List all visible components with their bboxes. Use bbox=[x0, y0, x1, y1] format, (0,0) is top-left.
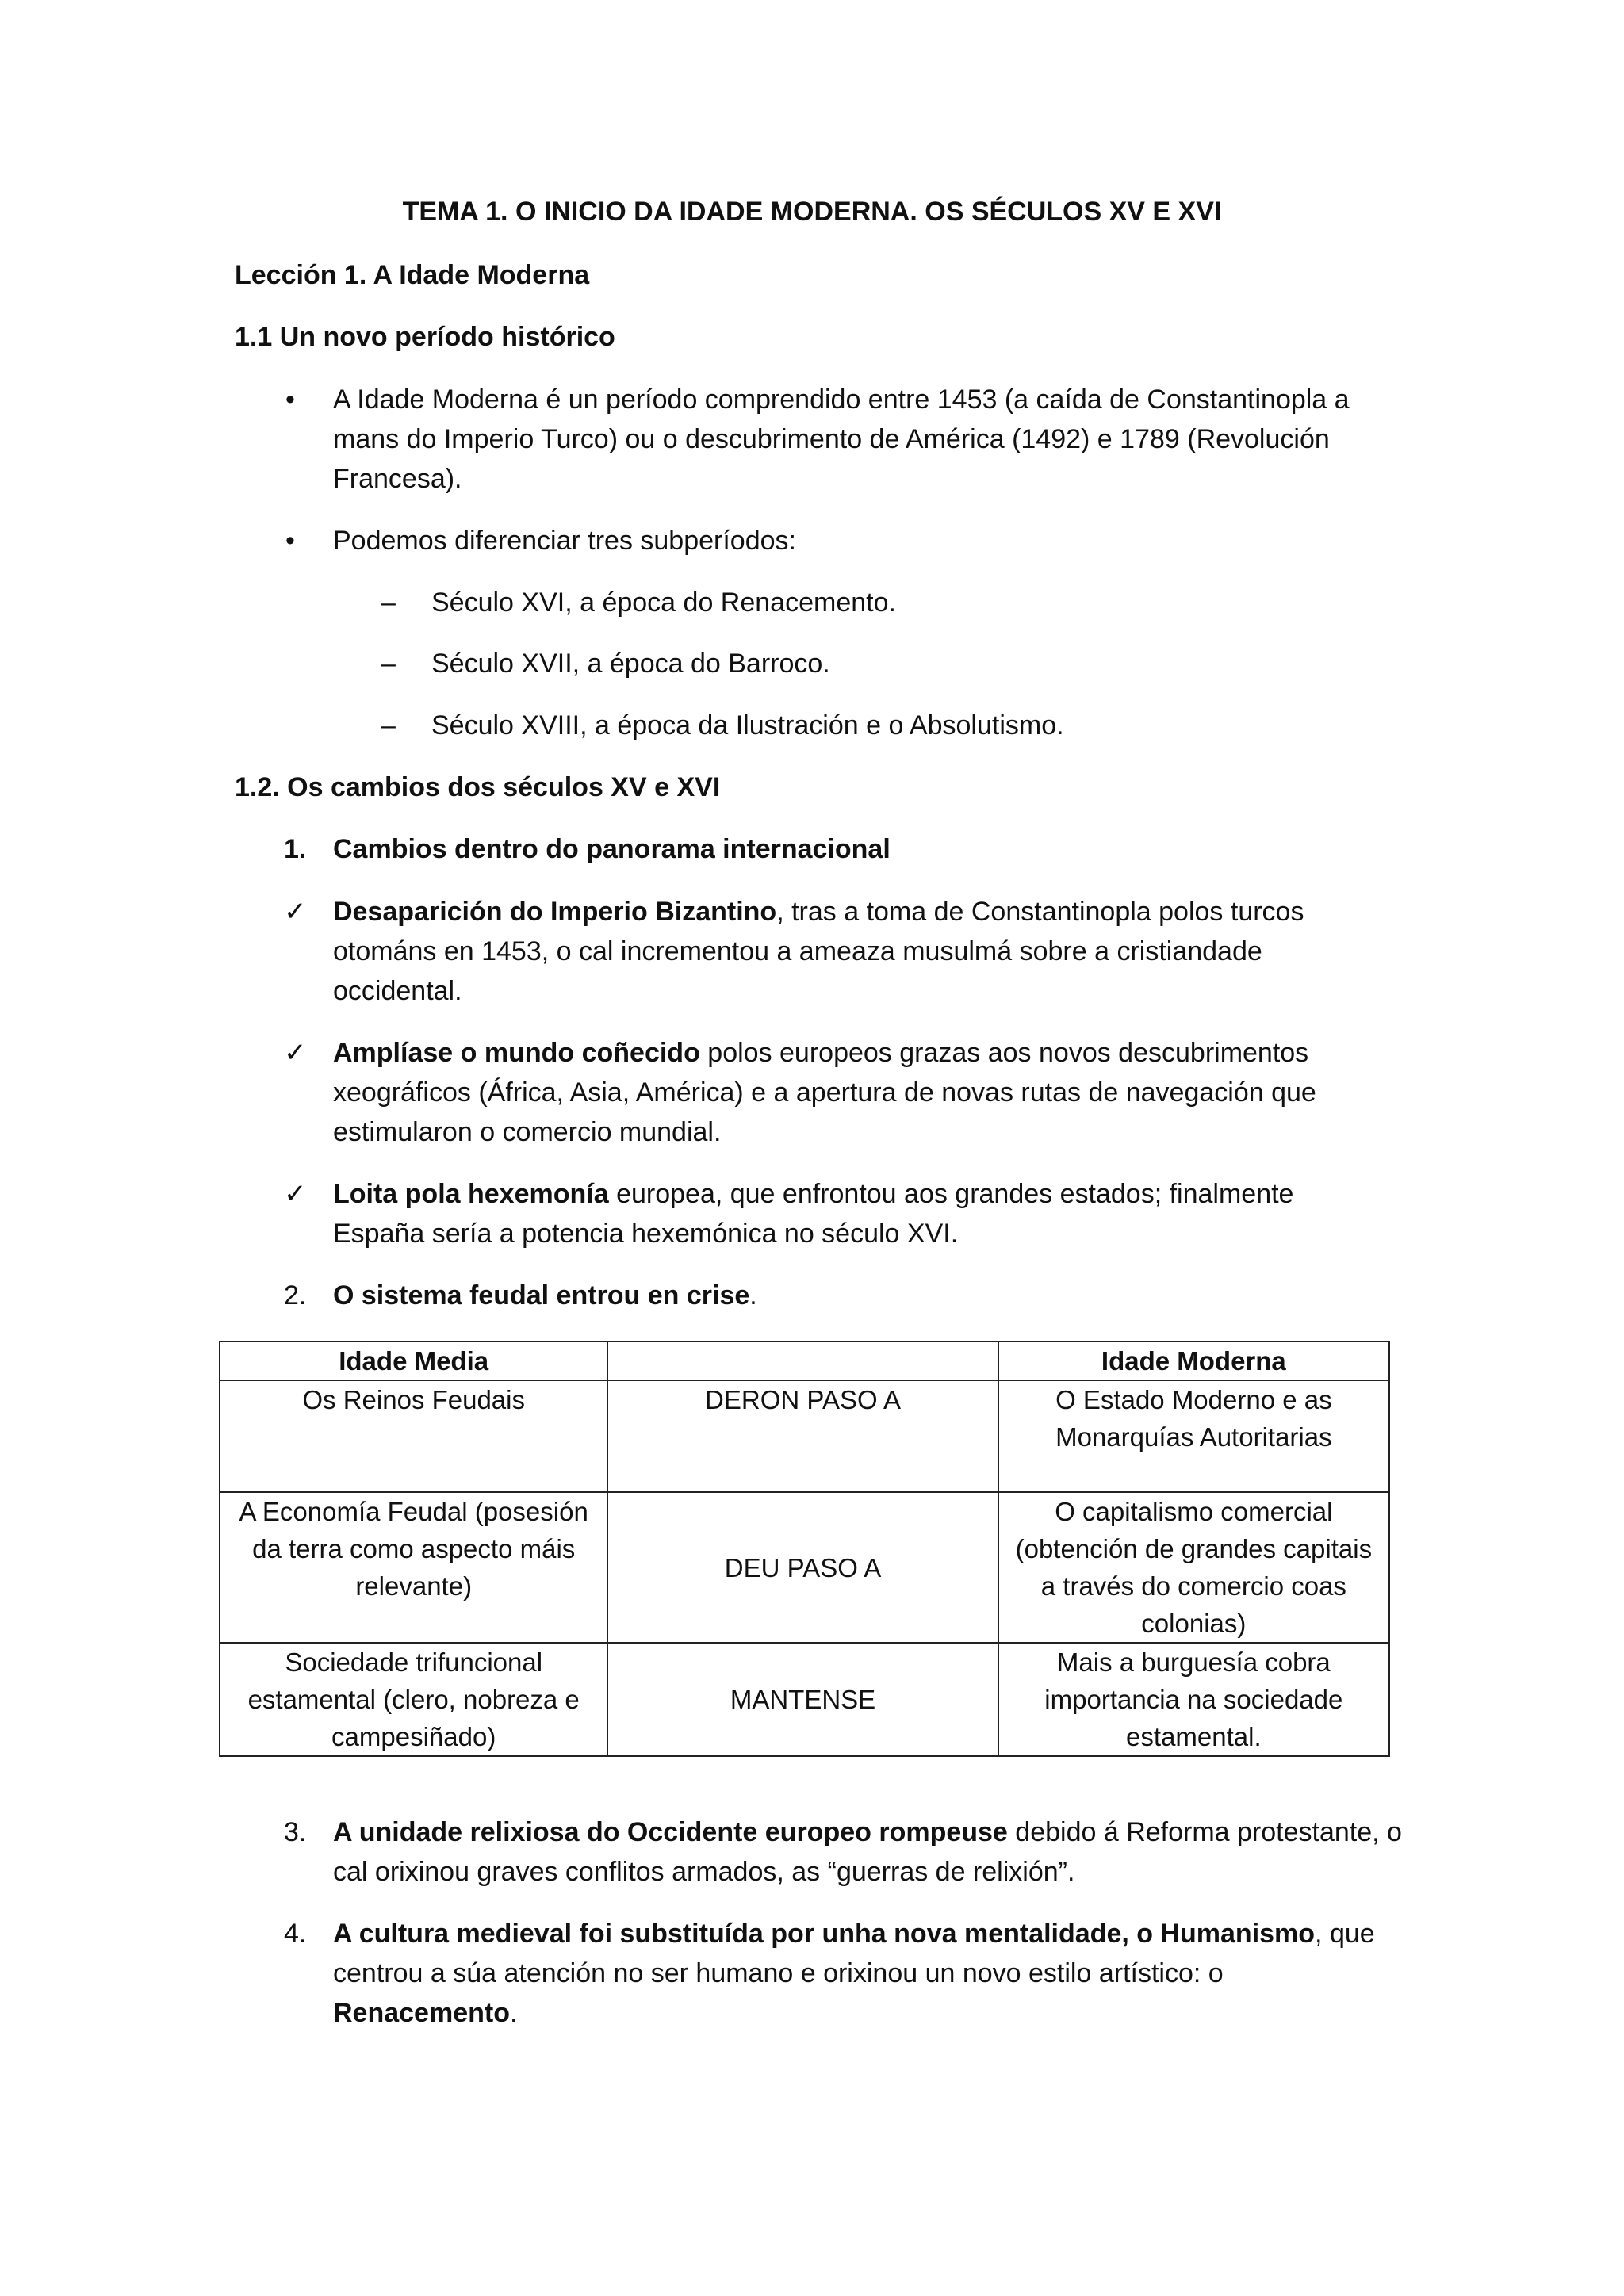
table-cell: DEU PASO A bbox=[607, 1492, 998, 1643]
table-cell: Mais a burguesía cobra importancia na sociedade estamental. bbox=[998, 1643, 1389, 1756]
check-line: occidental. bbox=[333, 976, 462, 1006]
table-row bbox=[220, 1643, 1389, 1756]
check-bold-text: Loita pola hexemonía bbox=[333, 1179, 609, 1209]
check-rest-text: polos europeos grazas aos novos descubrimentos bbox=[699, 1038, 1309, 1068]
table-cell: Sociedade trifuncional estamental (clero, nobreza e campesiñado) bbox=[220, 1643, 607, 1756]
table-cell: MANTENSE bbox=[607, 1643, 998, 1756]
point-number: 2. bbox=[284, 1280, 307, 1311]
document-title: TEMA 1. O INICIO DA IDADE MODERNA. OS SÉCULOS XV E XVI bbox=[402, 197, 1222, 227]
check-line: otománs en 1453, o cal incrementou a ameaza musulmá sobre a cristiandade bbox=[333, 936, 1262, 966]
point-number: 1. bbox=[284, 834, 307, 864]
check-line bbox=[333, 1033, 1396, 1073]
point-rest-text: , que bbox=[1315, 1919, 1375, 1949]
point-text bbox=[333, 1276, 1396, 1315]
lesson-heading: Lección 1. A Idade Moderna bbox=[235, 260, 590, 290]
check-bold-text: Amplíase o mundo coñecido bbox=[333, 1038, 700, 1068]
table-header-row bbox=[220, 1341, 1389, 1380]
table-cell: O Estado Moderno e as Monarquías Autoritarias bbox=[998, 1380, 1389, 1492]
point-bold-text: Renacemento bbox=[333, 1998, 510, 2028]
bullet-line: mans do Imperio Turco) ou o descubrimento de América (1492) e 1789 (Revolución bbox=[333, 424, 1330, 454]
bullet-line: A Idade Moderna é un período comprendido entre 1453 (a caída de Constantinopla a bbox=[333, 385, 1350, 415]
point-bold-text: A unidade relixiosa do Occidente europeo rompeuse bbox=[333, 1817, 1008, 1847]
point-line: cal orixinou graves conflitos armados, as “guerras de relixión”. bbox=[333, 1857, 1075, 1887]
subperiod-text: Século XVII, a época do Barroco. bbox=[431, 649, 830, 679]
table-cell: O capitalismo comercial (obtención de grandes capitais a través do comercio coas colonias) bbox=[998, 1492, 1389, 1643]
table-header-cell: Idade Moderna bbox=[998, 1341, 1389, 1380]
check-line: xeográficos (África, Asia, América) e a apertura de novas rutas de navegación que bbox=[333, 1077, 1316, 1108]
point-bold-text: O sistema feudal entrou en crise bbox=[333, 1280, 750, 1311]
table-row bbox=[220, 1492, 1389, 1643]
point-bold-text: A cultura medieval foi substituída por unha nova mentalidade, o Humanismo bbox=[333, 1919, 1316, 1949]
check-icon: ✓ bbox=[284, 1038, 307, 1068]
section-2-heading: 1.2. Os cambios dos séculos XV e XVI bbox=[235, 772, 721, 802]
table-header-cell bbox=[607, 1341, 998, 1380]
point-rest-text: . bbox=[509, 1998, 518, 2028]
bullet-line: Podemos diferenciar tres subperíodos: bbox=[333, 526, 796, 556]
table-cell: A Economía Feudal (posesión da terra como aspecto máis relevante) bbox=[220, 1492, 607, 1643]
subperiod-text: Século XVIII, a época da Ilustración e o Absolutismo. bbox=[431, 710, 1064, 740]
point-rest-text: debido á Reforma protestante, o bbox=[1007, 1817, 1402, 1847]
dash-marker: – bbox=[381, 587, 396, 618]
check-line bbox=[333, 892, 1396, 932]
comparison-table bbox=[219, 1341, 1390, 1757]
table-cell: DERON PASO A bbox=[607, 1380, 998, 1492]
point-text bbox=[333, 1914, 1443, 1954]
table-header-cell: Idade Media bbox=[220, 1341, 607, 1380]
dash-marker: – bbox=[381, 649, 396, 679]
point-line bbox=[333, 1993, 1396, 2033]
check-line: España sería a potencia hexemónica no século XVI. bbox=[333, 1219, 959, 1249]
bullet-line: Francesa). bbox=[333, 464, 462, 494]
bullet-marker: • bbox=[285, 526, 295, 556]
point-number: 3. bbox=[284, 1817, 307, 1847]
point-text bbox=[333, 1812, 1443, 1852]
check-icon: ✓ bbox=[284, 1179, 307, 1209]
check-line bbox=[333, 1174, 1396, 1214]
check-rest-text: europea, que enfrontou aos grandes estados; finalmente bbox=[608, 1179, 1294, 1209]
table-cell: Os Reinos Feudais bbox=[220, 1380, 607, 1492]
check-icon: ✓ bbox=[284, 897, 307, 927]
point-number: 4. bbox=[284, 1919, 307, 1949]
table-row bbox=[220, 1380, 1389, 1492]
bullet-marker: • bbox=[285, 385, 295, 415]
check-rest-text: , tras a toma de Constantinopla polos turcos bbox=[776, 897, 1304, 927]
point-line: centrou a súa atención no ser humano e orixinou un novo estilo artístico: o bbox=[333, 1958, 1224, 1988]
subperiod-text: Século XVI, a época do Renacemento. bbox=[431, 587, 896, 618]
point-rest-text: . bbox=[749, 1280, 757, 1311]
check-line: estimularon o comercio mundial. bbox=[333, 1117, 722, 1147]
dash-marker: – bbox=[381, 710, 396, 740]
check-bold-text: Desaparición do Imperio Bizantino bbox=[333, 897, 777, 927]
point-title: Cambios dentro do panorama internacional bbox=[333, 834, 891, 864]
section-1-heading: 1.1 Un novo período histórico bbox=[235, 322, 615, 352]
